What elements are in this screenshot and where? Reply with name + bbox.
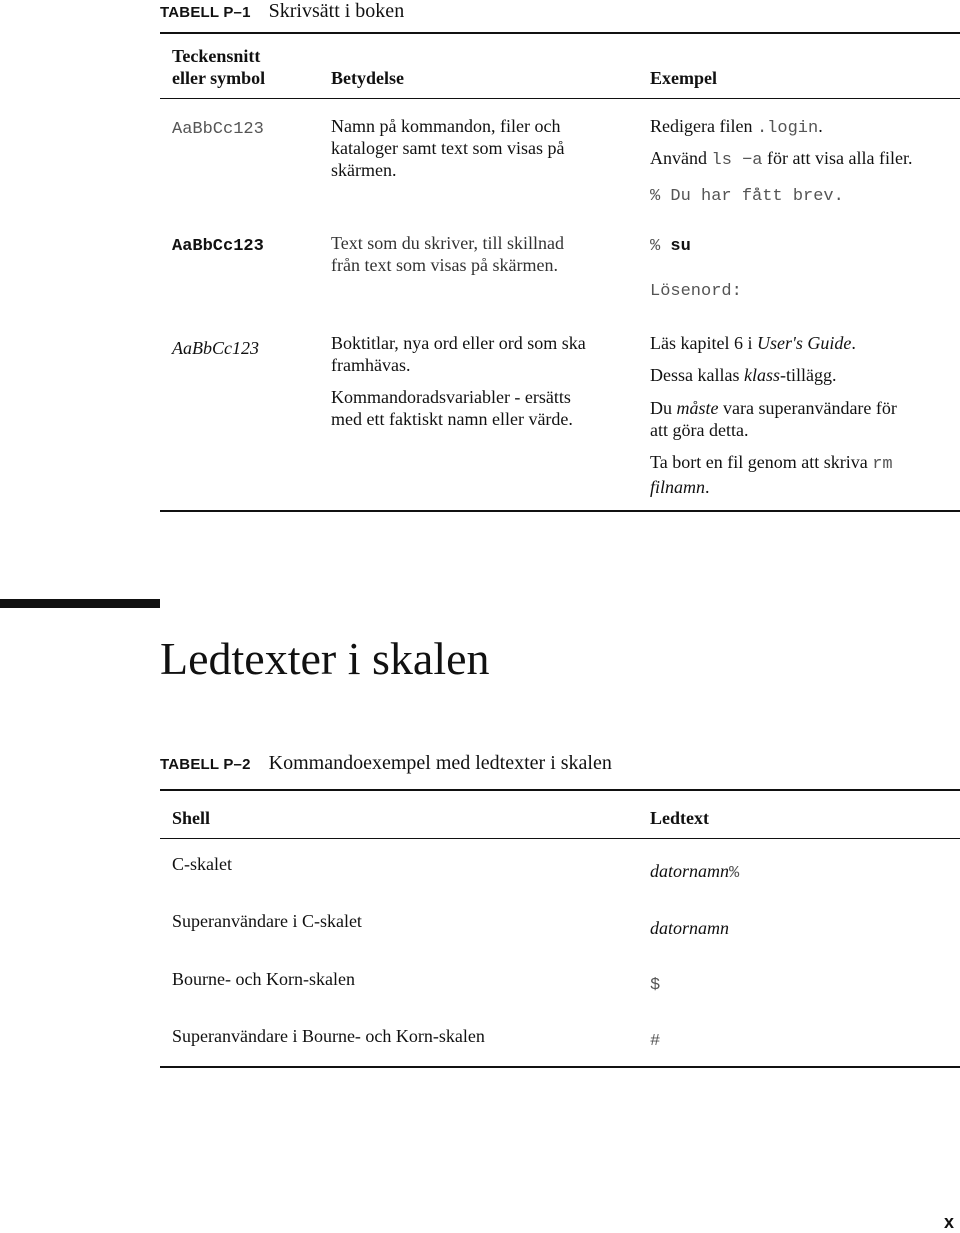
row1-example-3: % Du har fått brev.: [650, 187, 844, 206]
table2-title: Kommandoexempel med ledtexter i skalen: [268, 752, 612, 774]
table1-bottom-rule: [160, 510, 960, 512]
row3-example-4: Ta bort en fil genom att skriva rm filnamn.: [650, 452, 893, 497]
section-heading: Ledtexter i skalen: [160, 633, 490, 684]
table1-header-example: Exempel: [650, 68, 717, 88]
row3-example-2: Dessa kallas klass-tillägg.: [650, 365, 837, 385]
row2-meaning: Text som du skriver, till skillnad från text som visas på skärmen.: [331, 233, 564, 275]
table2-row-4-shell: Superanvändare i Bourne- och Korn-skalen: [172, 1026, 485, 1046]
table1-caption: [160, 0, 404, 22]
row1-typeface-sample: AaBbCc123: [172, 120, 264, 139]
table1-header-meaning: Betydelse: [331, 68, 404, 88]
section-bar: [0, 599, 160, 608]
table1-title: Skrivsätt i boken: [268, 0, 405, 22]
table2-header-prompt: Ledtext: [650, 808, 709, 828]
table2-row-3-shell: Bourne- och Korn-skalen: [172, 969, 355, 989]
table1-label: TABELL P–1: [160, 4, 251, 21]
row3-meaning-2: Kommandoradsvariabler - ersätts med ett faktiskt namn eller värde.: [331, 387, 573, 429]
table1-top-rule: [160, 32, 960, 34]
row3-example-3: Du måste vara superanvändare för att göra detta.: [650, 398, 897, 440]
row3-typeface-sample: AaBbCc123: [172, 338, 259, 358]
table1-header-rule: [160, 98, 960, 99]
row1-example-2: Använd ls −a för att visa alla filer.: [650, 148, 913, 170]
page-number: x: [944, 1212, 955, 1232]
table2-label: TABELL P–2: [160, 756, 251, 773]
row1-example-1: Redigera filen .login.: [650, 116, 823, 138]
row2-example-1: % su: [650, 237, 691, 256]
table2-row-3-prompt: $: [650, 976, 661, 995]
row2-example-2: Lösenord:: [650, 282, 742, 301]
table2-top-rule: [160, 789, 960, 791]
table2-row-1-prompt: datornamn%: [650, 861, 740, 883]
table2-row-1-shell: C-skalet: [172, 854, 232, 874]
table2-row-2-prompt: datornamn: [650, 918, 730, 938]
table2-header-shell: Shell: [172, 808, 211, 828]
row1-meaning: Namn på kommandon, filer och kataloger samt text som visas på skärmen.: [331, 116, 565, 180]
row3-meaning-1: Boktitlar, nya ord eller ord som ska framhävas.: [331, 333, 586, 375]
row2-typeface-sample: AaBbCc123: [172, 237, 264, 256]
table2-header-rule: [160, 838, 960, 839]
table2-row-2-shell: Superanvändare i C-skalet: [172, 911, 362, 931]
table1-header-typeface: Teckensnitt eller symbol: [172, 46, 266, 88]
row3-example-1: Läs kapitel 6 i User's Guide.: [650, 333, 856, 353]
table2-caption: [160, 752, 612, 776]
table2-bottom-rule: [160, 1066, 960, 1068]
table2-row-4-prompt: #: [650, 1032, 661, 1051]
